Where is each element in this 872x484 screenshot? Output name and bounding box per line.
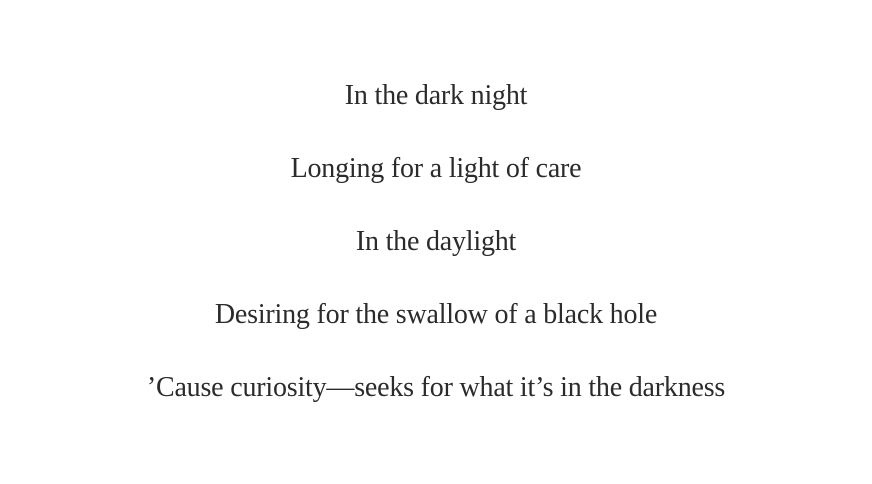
- poem: [0, 78, 872, 443]
- poem-line-1: In the dark night: [344, 80, 528, 111]
- poem-line-4: Desiring for the swallow of a black hole: [214, 299, 658, 330]
- poem-line-5: ’Cause curiosity—seeks for what it’s in the darkness: [146, 372, 726, 403]
- poem-line-3: In the daylight: [355, 226, 517, 257]
- poem-line-2: Longing for a light of care: [290, 153, 582, 184]
